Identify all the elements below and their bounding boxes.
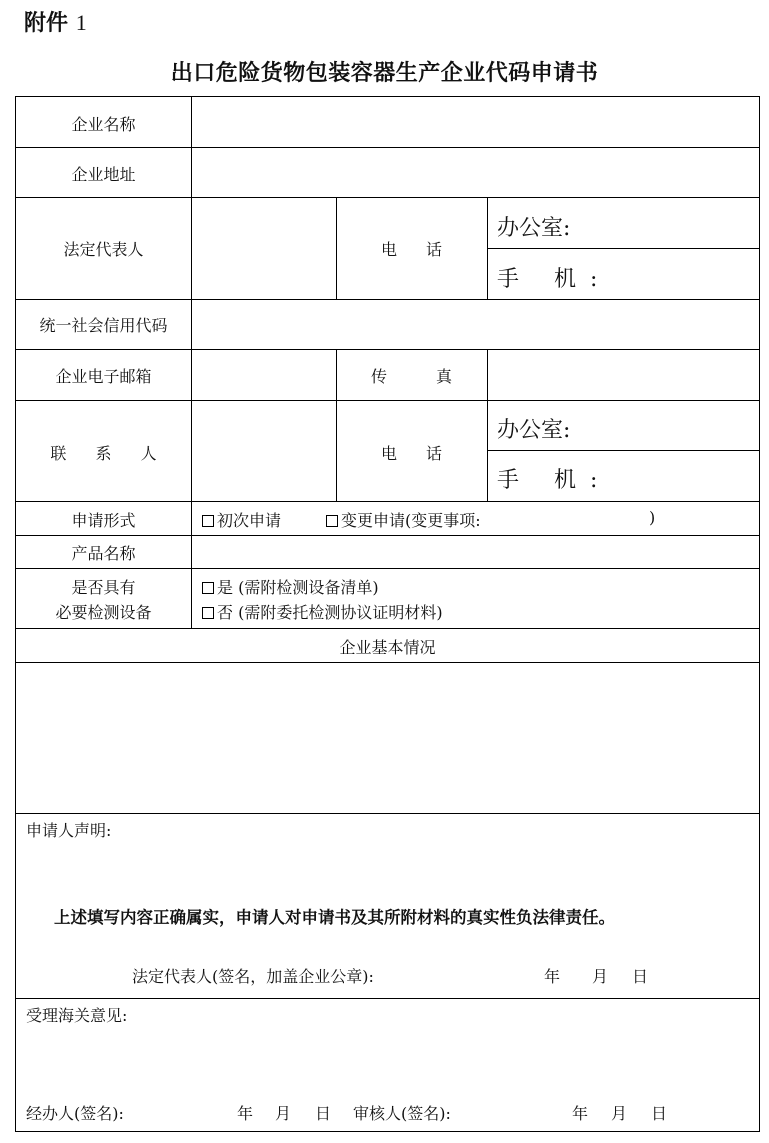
change-apply-checkbox[interactable] (326, 515, 338, 527)
row-divider (16, 501, 759, 502)
contact-mobile-field[interactable] (581, 451, 758, 501)
credit-code-field[interactable] (192, 300, 758, 349)
column-divider (487, 197, 488, 299)
row-divider (16, 568, 759, 569)
declaration-year: 年 (544, 967, 561, 986)
customs-opinion-field[interactable] (17, 1027, 758, 1095)
test-equip-no-option[interactable] (202, 600, 443, 623)
contact-office-label: 办公室: (497, 418, 571, 443)
legal-rep-field[interactable] (192, 198, 336, 299)
mobile-phone-field[interactable] (581, 249, 758, 299)
test-equip-yes-text: 是 (需附检测设备清单) (217, 578, 379, 597)
first-apply-option[interactable] (202, 508, 281, 531)
company-address-field[interactable] (192, 148, 758, 197)
contact-mobile-label: 手 机: (497, 468, 612, 493)
company-address-label: 企业地址 (71, 165, 136, 184)
credit-code-label: 统一社会信用代码 (39, 316, 168, 335)
first-apply-checkbox[interactable] (202, 515, 214, 527)
legal-rep-label: 法定代表人 (63, 240, 144, 259)
attachment-prefix: 附件 (24, 11, 69, 36)
phone-label: 电 话 (380, 240, 455, 259)
test-equip-yes-checkbox[interactable] (202, 582, 214, 594)
test-equip-label-1: 是否具有 (71, 578, 136, 597)
declaration-statement: 上述填写内容正确属实，申请人对申请书及其所附材料的真实性负法律责任。 (54, 908, 615, 927)
declaration-month: 月 (592, 967, 609, 986)
fax-field[interactable] (488, 350, 758, 400)
declaration-heading: 申请人声明: (26, 821, 112, 840)
handler-sign-label: 经办人(签名): (26, 1104, 124, 1123)
mobile-phone-label: 手 机: (497, 267, 612, 292)
application-form (15, 96, 760, 1132)
change-apply-option[interactable] (326, 508, 481, 531)
first-apply-text: 初次申请 (217, 511, 282, 530)
fax-label: 传 真 (370, 367, 475, 386)
reviewer-month: 月 (611, 1104, 628, 1123)
test-equip-no-checkbox[interactable] (202, 607, 214, 619)
customs-opinion-heading: 受理海关意见: (26, 1006, 128, 1025)
row-divider (16, 998, 759, 999)
office-phone-field[interactable] (581, 198, 758, 248)
reviewer-day: 日 (651, 1104, 668, 1123)
declaration-day: 日 (632, 967, 649, 986)
test-equip-yes-option[interactable] (202, 575, 379, 598)
contact-label: 联 系 人 (50, 444, 169, 463)
apply-form-label: 申请形式 (71, 511, 136, 530)
row-divider (16, 813, 759, 814)
attachment-number: 1 (75, 10, 87, 35)
contact-office-field[interactable] (581, 401, 758, 450)
contact-field[interactable] (192, 401, 336, 501)
handler-year: 年 (237, 1104, 254, 1123)
basic-info-label: 企业基本情况 (339, 638, 436, 657)
row-divider (16, 628, 759, 629)
product-name-label: 产品名称 (71, 544, 136, 563)
reviewer-sign-label: 审核人(签名): (353, 1104, 451, 1123)
document-title: 出口危险货物包装容器生产企业代码申请书 (170, 61, 599, 86)
basic-info-field[interactable] (17, 663, 758, 813)
test-equip-no-text: 否 (需附委托检测协议证明材料) (217, 603, 443, 622)
change-apply-text: 变更申请(变更事项: (341, 511, 481, 530)
company-name-field[interactable] (192, 98, 758, 147)
declaration-sign-label: 法定代表人(签名，加盖企业公章): (132, 967, 374, 986)
change-apply-close: ) (649, 508, 656, 527)
email-field[interactable] (192, 350, 336, 400)
handler-day: 日 (315, 1104, 332, 1123)
contact-phone-label: 电 话 (380, 444, 455, 463)
company-name-label: 企业名称 (71, 115, 136, 134)
product-name-field[interactable] (192, 536, 758, 568)
email-label: 企业电子邮箱 (55, 367, 152, 386)
handler-month: 月 (275, 1104, 292, 1123)
test-equip-label-2: 必要检测设备 (55, 603, 152, 622)
office-phone-label: 办公室: (497, 216, 571, 241)
attachment-label (24, 6, 87, 37)
reviewer-year: 年 (572, 1104, 589, 1123)
